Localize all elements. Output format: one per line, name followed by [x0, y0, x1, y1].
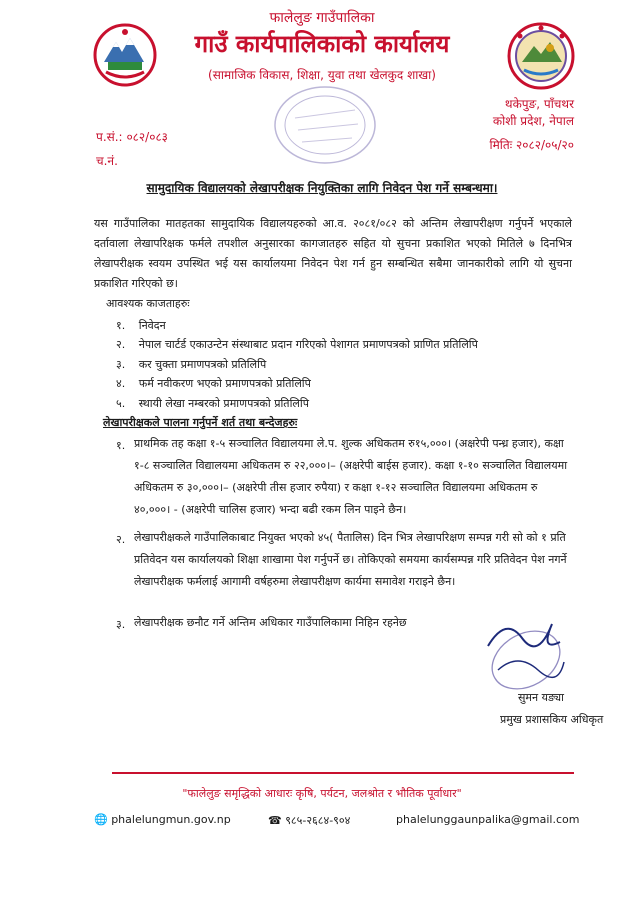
organization-name: फालेलुङ गाउँपालिका: [269, 10, 375, 26]
item-text: कर चुक्ता प्रमाणपत्रको प्रतिलिपि: [138, 358, 267, 371]
office-name: गाउँ कार्यपालिकाको कार्यालय: [194, 30, 450, 58]
item-number: ४.: [116, 377, 126, 390]
date-label: मितिः: [489, 138, 513, 152]
address-line-2: कोशी प्रदेश, नेपाल: [492, 114, 574, 128]
website-text: phalelungmun.gov.np: [111, 813, 231, 826]
body-paragraph: यस गाउँपालिका मातहतका सामुदायिक विद्यालयहरुको आ.व. २०८१/०८२ को अन्तिम लेखापरीक्षण गर्नुपर्ने भएकाले दर्तावाला लेखापरिक्षक फर्मले तपशील अनुसारका कागजातहरु सहित यो सुचना प्रकाशित भएको मितिले ७ दिनभित्र लेखापरीक्षक स्वयम उपस्थित भई यस कार्यालयमा निवेदन पेश गर्न हुन सम्बन्धित सबैमा जानकारीको लागि यो सुचना प्रकाशित गरिएको छ।: [94, 217, 572, 290]
letter-subject: सामुदायिक विद्यालयको लेखापरीक्षक नियुक्तिका लागि निवेदन पेश गर्ने सम्बन्धमा।: [146, 181, 498, 195]
footer-slogan: "फालेलुङ समृद्धिको आधारः कृषि, पर्यटन, जलश्रोत र भौतिक पूर्वाधार": [182, 787, 462, 800]
ref-value: ०८२/०८३: [126, 130, 168, 144]
item-text: फर्म नवीकरण भएको प्रमाणपत्रको प्रतिलिपि: [138, 377, 311, 390]
address-line-1: थकेपुङ, पाँचथर: [504, 97, 574, 111]
item-number: ३.: [116, 358, 126, 371]
requirements-heading: आवश्यक काजताहरुः: [106, 297, 190, 310]
item-number: २.: [116, 338, 126, 351]
phone-icon: ☎: [268, 814, 282, 827]
item-number: ५.: [116, 397, 126, 410]
phone-text: ९८५-२६८४-९०४: [285, 814, 351, 827]
item-text: नेपाल चार्टर्ड एकाउन्टेन संस्थाबाट प्रदान गरिएको पेशागत प्रमाणपत्रको प्राणित प्रतिलिपि: [138, 338, 478, 351]
list-item: [116, 337, 478, 352]
list-item: [116, 357, 266, 372]
signatory-title: प्रमुख प्रशासकिय अधिकृत: [500, 713, 604, 726]
signature-stamp-icon: [478, 612, 568, 694]
item-text: निवेदन: [138, 319, 166, 332]
condition-number: १.: [116, 439, 126, 452]
signatory-name: सुमन यङ्या: [518, 691, 564, 704]
email-text: phalelunggaunpalika@gmail.com: [396, 813, 580, 826]
condition-number: ३.: [116, 618, 126, 631]
globe-icon: 🌐: [94, 813, 108, 826]
dispatch-number-label: च.नं.: [96, 154, 118, 168]
item-number: १.: [116, 319, 126, 332]
reference-number: [96, 128, 168, 145]
list-item: [116, 396, 309, 411]
office-stamp-icon: [270, 80, 380, 170]
letter-date: [490, 136, 575, 153]
date-value: २०८२/०५/२०: [515, 138, 574, 152]
condition-text: लेखापरीक्षक छनौट गर्ने अन्तिम अधिकार गाउँपालिकामा निहिन रहनेछ: [134, 616, 407, 629]
office-address: [493, 96, 574, 130]
footer-divider: [112, 772, 574, 774]
condition-text: प्राथमिक तह कक्षा १-५ सञ्चालित विद्यालयमा ले.प. शुल्क अधिकतम रु१५,०००। (अक्षरेपी पन्ध्र हजार), कक्षा १-८ सञ्चालित विद्यालयमा अधिकतम रु २२,०००।– (अक्षरेपी बाईस हजार). कक्षा १-१० सञ्चालित विद्यालयमा अधिकतम रु ३०,०००।– (अक्षरेपी तीस हजार रुपैया) र कक्षा १-१२ सञ्चालित विद्यालयमा अधिकतम रु ४०,०००। - (अक्षरेपी चालिस हजार) भन्दा बढी रकम लिन पाइने छैन।: [134, 437, 568, 516]
ref-label: प.सं.:: [96, 130, 123, 144]
conditions-heading: लेखापरीक्षकले पालना गर्नुपर्ने शर्त तथा बन्देजहरुः: [103, 416, 298, 429]
item-text: स्थायी लेखा नम्बरको प्रमाणपत्रको प्रतिलिपि: [138, 397, 309, 410]
condition-number: २.: [116, 533, 126, 546]
branch-name: (सामाजिक विकास, शिक्षा, युवा तथा खेलकुद शाखा): [208, 68, 436, 82]
condition-text: लेखापरीक्षकले गाउँपालिकाबाट नियुक्त भएको ४५( पैतालिस) दिन भित्र लेखापरिक्षण सम्पन्न गरी सो को १ प्रति प्रतिवेदन यस कार्यालयको शिक्षा शाखामा पेश गर्नुपर्ने छ। तोकिएको समयमा कार्यसम्पन्न गरि प्रतिवेदन पेश नगर्ने लेखापरीक्षक फर्मलाई आगामी वर्षहरुमा लेखापरीक्षण कार्यमा समावेश गराइने छैन।: [134, 531, 567, 588]
footer-email: [396, 813, 579, 826]
list-item: [116, 376, 311, 391]
footer-website: [94, 813, 231, 826]
list-item: [116, 318, 166, 333]
footer-phone: [268, 813, 350, 828]
